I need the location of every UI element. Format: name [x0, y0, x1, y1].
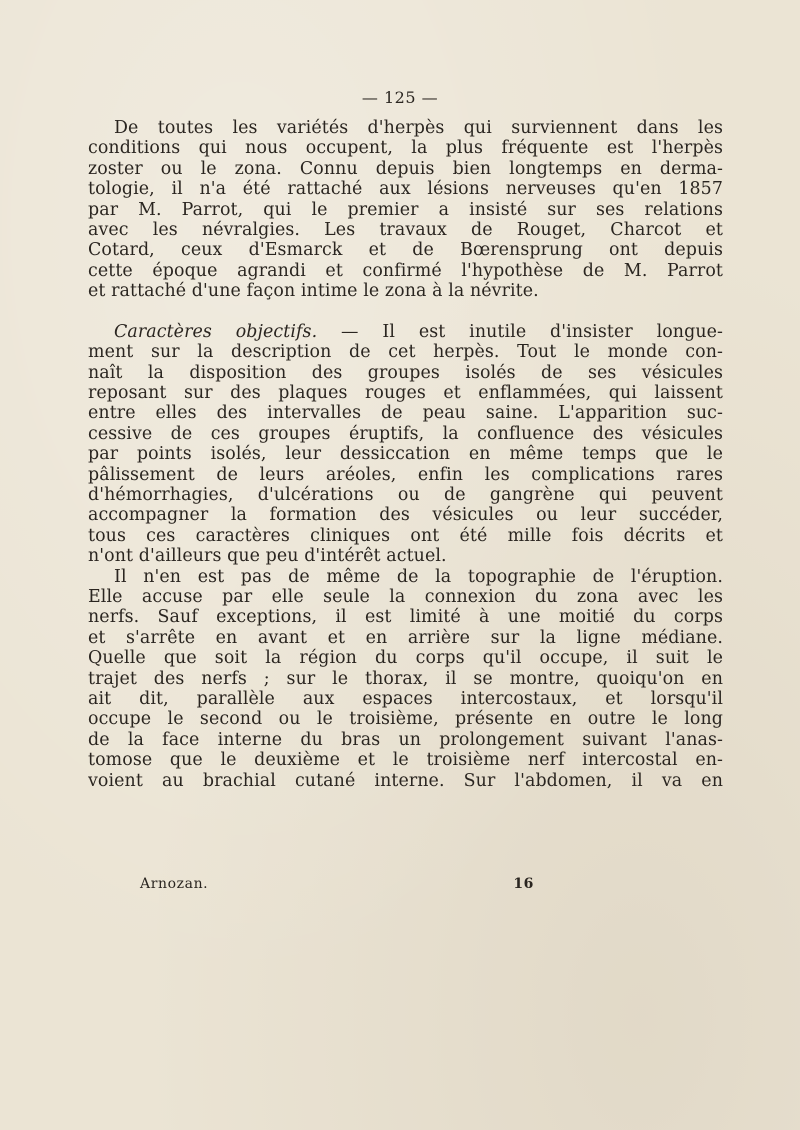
signature-mark: 16: [513, 876, 534, 892]
text-line: accompagner la formation des vésicules ou leur succéder,: [88, 505, 723, 526]
text-line: Il n'en est pas de même de la topographie de l'éruption.: [114, 566, 723, 587]
text-line: De toutes les variétés d'herpès qui surviennent dans les: [114, 118, 723, 138]
text-line: de la face interne du bras un prolongement suivant l'anas-: [88, 729, 723, 750]
text-line: zoster ou le zona. Connu depuis bien longtemps en derma-: [88, 158, 723, 179]
text-line: tomose que le deuxième et le troisième nerf intercostal en-: [88, 750, 723, 771]
text-line: conditions qui nous occupent, la plus fréquente est l'herpès: [88, 138, 723, 159]
text-line: entre elles des intervalles de peau saine. L'apparition suc-: [88, 403, 723, 424]
text-line: par M. Parrot, qui le premier a insisté sur ses relations: [88, 199, 723, 220]
text-line: cette époque agrandi et confirmé l'hypothèse de M. Parrot: [88, 260, 723, 281]
text-line: occupe le second ou le troisième, présente en outre le long: [88, 709, 723, 730]
text-line: Elle accuse par elle seule la connexion du zona avec les: [88, 586, 723, 607]
text-line: trajet des nerfs ; sur le thorax, il se montre, quoiqu'on en: [88, 668, 723, 689]
section-heading-title: Caractères objectifs.: [114, 321, 318, 342]
text-line: ait dit, parallèle aux espaces intercostaux, et lorsqu'il: [88, 688, 723, 709]
text-line: nerfs. Sauf exceptions, il est limité à une moitié du corps: [88, 607, 723, 628]
text-line: naît la disposition des groupes isolés de ses vésicules: [88, 362, 723, 383]
blank-line: [88, 302, 723, 322]
body-text: [88, 118, 723, 791]
text-line: Quelle que soit la région du corps qu'il occupe, il suit le: [88, 648, 723, 669]
text-line: Cotard, ceux d'Esmarck et de Bœrensprung ont depuis: [88, 240, 723, 261]
text-line: d'hémorrhagies, d'ulcérations ou de gangrène qui peuvent: [88, 485, 723, 506]
text-line: avec les névralgies. Les travaux de Rouget, Charcot et: [88, 219, 723, 240]
text-line: n'ont d'ailleurs que peu d'intérêt actuel.: [88, 546, 447, 567]
text-line: cessive de ces groupes éruptifs, la confluence des vésicules: [88, 423, 723, 444]
text-line: et s'arrête en avant et en arrière sur la ligne médiane.: [88, 627, 723, 648]
text-line: et rattaché d'une façon intime le zona à la névrite.: [88, 281, 539, 302]
text-line: pâlissement de leurs aréoles, enfin les complications rares: [88, 464, 723, 485]
footer-author: Arnozan.: [140, 876, 209, 892]
text-line: tologie, il n'a été rattaché aux lésions nerveuses qu'en 1857: [88, 179, 723, 200]
text-line: tous ces caractères cliniques ont été mille fois décrits et: [88, 525, 723, 546]
section-heading-line: Caractères objectifs. — Il est inutile d'insister longue-: [114, 321, 723, 342]
page-number: — 125 —: [361, 88, 439, 107]
page-footer: [140, 876, 534, 898]
text-line: par points isolés, leur dessiccation en même temps que le: [88, 444, 723, 465]
text-line: reposant sur des plaques rouges et enflammées, qui laissent: [88, 383, 723, 404]
text-line: ment sur la description de cet herpès. Tout le monde con-: [88, 342, 723, 363]
text-line: voient au brachial cutané interne. Sur l'abdomen, il va en: [88, 770, 723, 791]
